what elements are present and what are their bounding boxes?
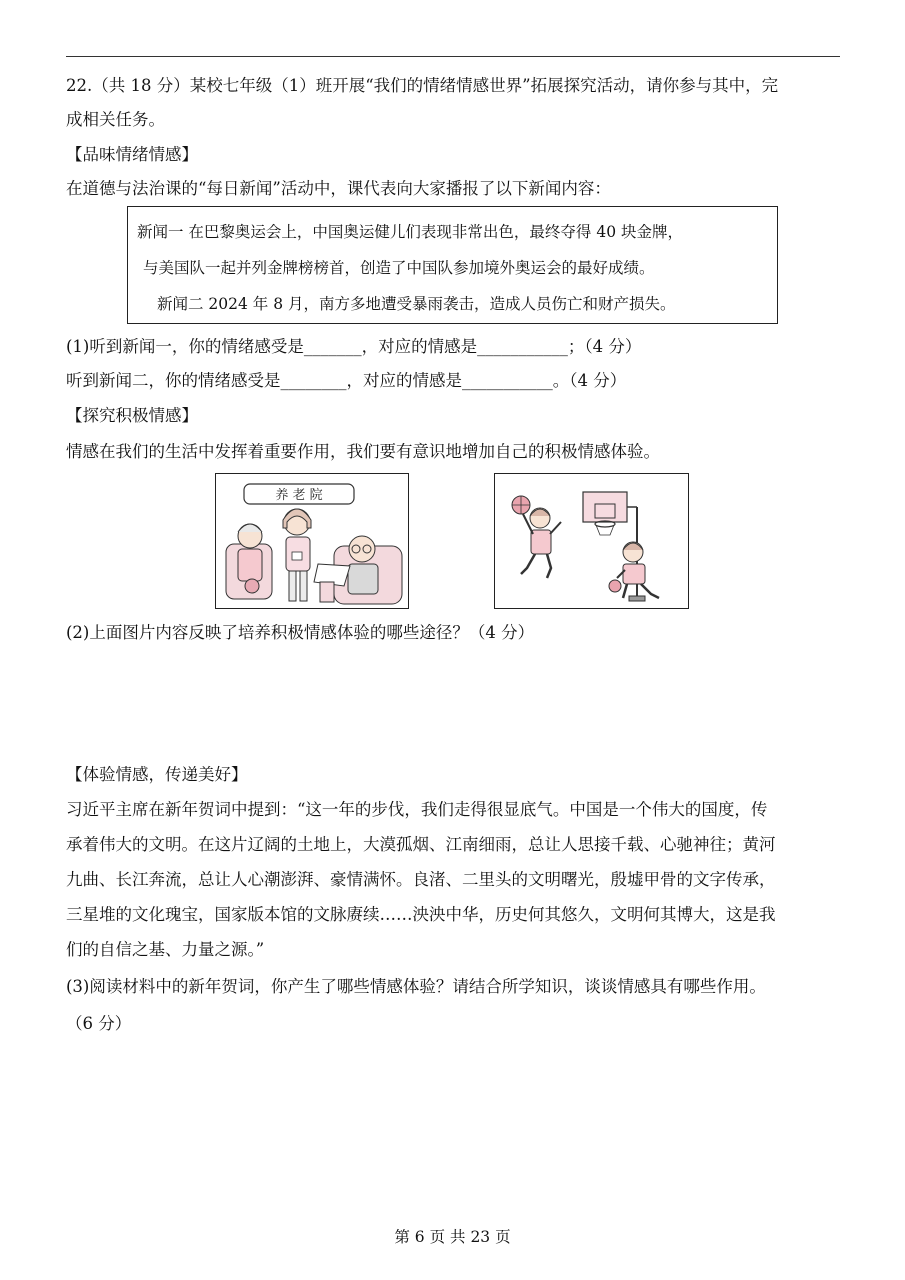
q3-line1: (3)阅读材料中的新年贺词，你产生了哪些情感体验？请结合所学知识，谈谈情感具有哪些作用。 [66, 977, 766, 996]
news-line-3: 新闻二 2024 年 8 月，南方多地遭受暴雨袭击，造成人员伤亡和财产损失。 [157, 295, 676, 313]
q2-text: (2)上面图片内容反映了培养积极情感体验的哪些途径？（4 分） [66, 623, 535, 642]
news-box [127, 206, 778, 324]
speech-line-1: 习近平主席在新年贺词中提到：“这一年的步伐，我们走得很显底气。中国是一个伟大的国度，传 [66, 800, 768, 819]
section1-text: 在道德与法治课的“每日新闻”活动中，课代表向大家播报了以下新闻内容： [66, 179, 611, 198]
nursing-home-drawing [216, 474, 407, 607]
q1-line2: 听到新闻二，你的情绪感受是________，对应的情感是___________。（4 分） [66, 371, 627, 390]
nursing-home-illustration [215, 473, 409, 609]
basketball-illustration [494, 473, 689, 609]
speech-line-5: 们的自信之基、力量之源。” [66, 940, 265, 959]
news-line-1: 新闻一 在巴黎奥运会上，中国奥运健儿们表现非常出色，最终夺得 40 块金牌， [137, 223, 684, 241]
speech-line-2: 承着伟大的文明。在这片辽阔的土地上，大漠孤烟、江南细雨，总让人思接千载、心驰神往；黄河 [66, 835, 776, 854]
nursing-home-sign: 养 老 院 [275, 488, 323, 503]
page-footer: 第 6 页 共 23 页 [394, 1228, 511, 1246]
section2-text: 情感在我们的生活中发挥着重要作用，我们要有意识地增加自己的积极情感体验。 [66, 442, 660, 461]
speech-line-4: 三星堆的文化瑰宝，国家版本馆的文脉赓续……泱泱中华，历史何其悠久，文明何其博大，这是我 [66, 905, 776, 924]
basketball-drawing [495, 474, 687, 607]
news-line-2: 与美国队一起并列金牌榜榜首，创造了中国队参加境外奥运会的最好成绩。 [143, 259, 655, 277]
q3-line2: （6 分） [66, 1014, 132, 1033]
section3-heading: 【体验情感，传递美好】 [66, 765, 248, 784]
section1-heading: 【品味情绪情感】 [66, 145, 198, 164]
question-intro-line1: 22.（共 18 分）某校七年级（1）班开展“我们的情绪情感世界”拓展探究活动，请你参与其中，完 [66, 76, 779, 95]
speech-line-3: 九曲、长江奔流，总让人心潮澎湃、豪情满怀。良渚、二里头的文明曙光，殷墟甲骨的文字传承， [66, 870, 776, 889]
q1-line1: (1)听到新闻一，你的情绪感受是_______，对应的情感是___________；（4 分） [66, 337, 642, 356]
section2-heading: 【探究积极情感】 [66, 406, 198, 425]
top-rule [66, 56, 840, 57]
question-intro-line2: 成相关任务。 [66, 110, 165, 129]
